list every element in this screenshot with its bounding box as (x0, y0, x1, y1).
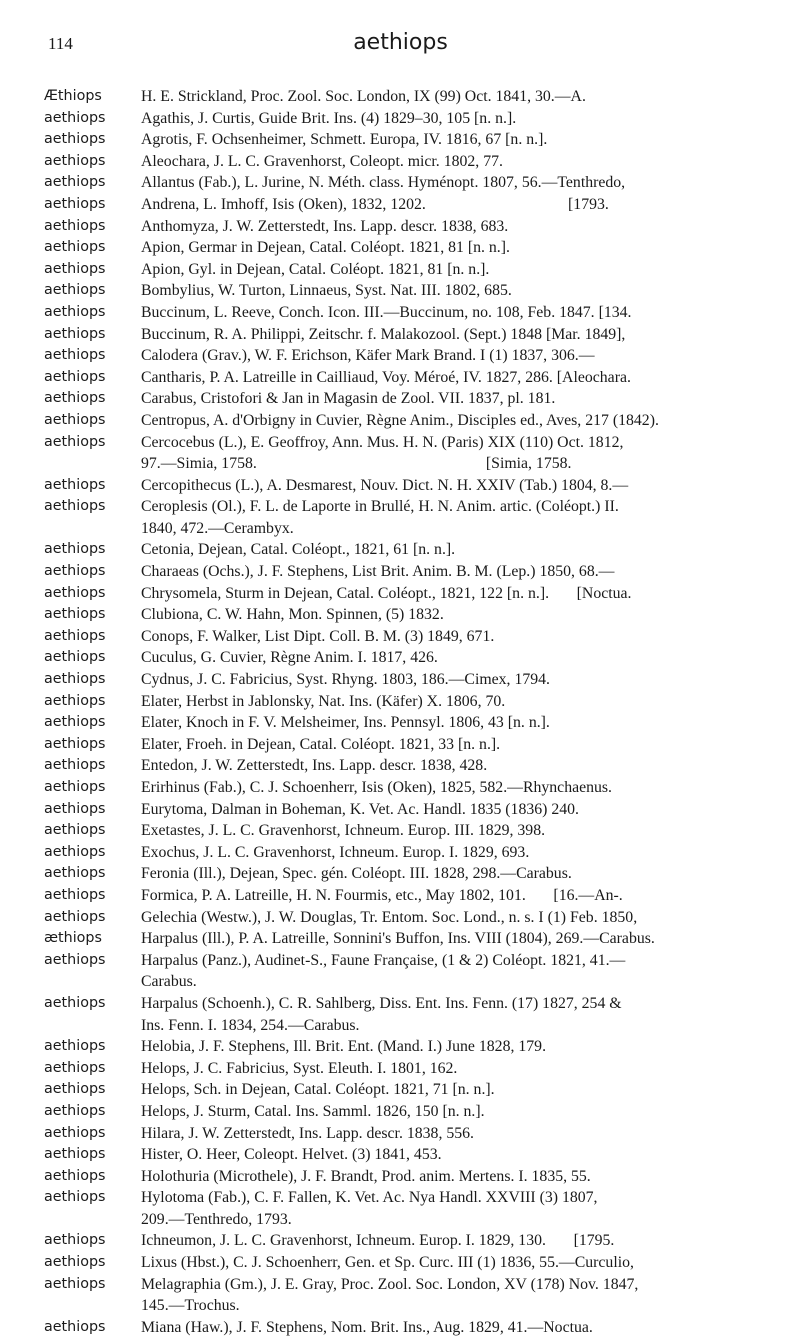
citation (141, 280, 783, 302)
citation-line: Bombylius, W. Turton, Linnaeus, Syst. Nat. III. 1802, 685. (141, 282, 512, 300)
species-name: aethiops (44, 433, 106, 450)
citation-line: 145.—Trochus. (141, 1297, 240, 1315)
citation-line: Allantus (Fab.), L. Jurine, N. Méth. class. Hyménopt. 1807, 56.—Tenthredo, (141, 174, 626, 192)
citation (141, 237, 783, 259)
citation (141, 1317, 783, 1338)
species-name: aethiops (44, 757, 106, 774)
citation-line: 209.—Tenthredo, 1793. (141, 1210, 292, 1228)
entry (0, 1144, 801, 1166)
citation-line: Harpalus (Ill.), P. A. Latreille, Sonnini's Buffon, Ins. VIII (1804), 269.—Carabus. (141, 930, 655, 948)
citation-line: Agathis, J. Curtis, Guide Brit. Ins. (4) 1829–30, 105 [n. n.]. (141, 109, 517, 127)
citation (141, 216, 783, 238)
citation-line: Ins. Fenn. I. 1834, 254.—Carabus. (141, 1016, 360, 1034)
species-name: aethiops (44, 584, 106, 601)
citation (141, 432, 783, 475)
citation-line: Feronia (Ill.), Dejean, Spec. gén. Coléopt. III. 1828, 298.—Carabus. (141, 865, 572, 883)
entry (0, 561, 801, 583)
citation (141, 345, 783, 367)
citation-line: Gelechia (Westw.), J. W. Douglas, Tr. Entom. Soc. Lond., n. s. I (1) Feb. 1850, (141, 908, 638, 926)
citation (141, 1101, 783, 1123)
citation (141, 475, 783, 497)
citation-line: Exetastes, J. L. C. Gravenhorst, Ichneum. Europ. III. 1829, 398. (141, 822, 546, 840)
citation-line: Andrena, L. Imhoff, Isis (Oken), 1832, 1202. [1793. (141, 195, 609, 213)
citation (141, 734, 783, 756)
species-name: aethiops (44, 800, 106, 817)
entry (0, 539, 801, 561)
entry (0, 388, 801, 410)
citation (141, 691, 783, 713)
citation-line: Ichneumon, J. L. C. Gravenhorst, Ichneum. Europ. I. 1829, 130. [1795. (141, 1232, 615, 1250)
entry (0, 475, 801, 497)
citation-line: Elater, Herbst in Jablonsky, Nat. Ins. (Käfer) X. 1806, 70. (141, 692, 506, 710)
citation (141, 907, 783, 929)
species-name: aethiops (44, 498, 106, 515)
entry (0, 1274, 801, 1317)
species-name: aethiops (44, 1189, 106, 1206)
citation-line: Centropus, A. d'Orbigny in Cuvier, Règne Anim., Disciples ed., Aves, 217 (1842). (141, 411, 659, 429)
entry (0, 129, 801, 151)
citation (141, 604, 783, 626)
citation-line: Helobia, J. F. Stephens, Ill. Brit. Ent. (Mand. I.) June 1828, 179. (141, 1038, 547, 1056)
citation (141, 108, 783, 130)
entry (0, 950, 801, 993)
species-name: Æthiops (44, 88, 102, 104)
citation (141, 950, 783, 993)
entry (0, 1079, 801, 1101)
entry (0, 1187, 801, 1230)
entry (0, 863, 801, 885)
citation-line: Hister, O. Heer, Coleopt. Helvet. (3) 1841, 453. (141, 1146, 442, 1164)
citation (141, 367, 783, 389)
citation (141, 1144, 783, 1166)
citation (141, 194, 783, 216)
citation-line: 1840, 472.—Cerambyx. (141, 519, 294, 537)
entry (0, 302, 801, 324)
entry (0, 432, 801, 475)
entry (0, 842, 801, 864)
species-name: aethiops (44, 347, 106, 364)
citation (141, 820, 783, 842)
citation-line: Anthomyza, J. W. Zetterstedt, Ins. Lapp. descr. 1838, 683. (141, 217, 509, 235)
citation-line: Cercopithecus (L.), A. Desmarest, Nouv. Dict. N. H. XXIV (Tab.) 1804, 8.— (141, 476, 629, 494)
citation-line: Buccinum, R. A. Philippi, Zeitschr. f. Malakozool. (Sept.) 1848 [Mar. 1849], (141, 325, 626, 343)
species-name: aethiops (44, 671, 106, 688)
citation-line: Chrysomela, Sturm in Dejean, Catal. Coléopt., 1821, 122 [n. n.]. [Noctua. (141, 584, 632, 602)
citation-line: Formica, P. A. Latreille, H. N. Fourmis, etc., May 1802, 101. [16.—An-. (141, 886, 623, 904)
entry (0, 259, 801, 281)
citation (141, 86, 783, 108)
species-name: aethiops (44, 843, 106, 860)
entry (0, 280, 801, 302)
species-name: aethiops (44, 1318, 106, 1335)
species-name: aethiops (44, 1167, 106, 1184)
citation-line: Lixus (Hbst.), C. J. Schoenherr, Gen. et Sp. Curc. III (1) 1836, 55.—Curculio, (141, 1254, 634, 1272)
species-name: aethiops (44, 606, 106, 623)
entry (0, 583, 801, 605)
citation-line: Hilara, J. W. Zetterstedt, Ins. Lapp. descr. 1838, 556. (141, 1124, 474, 1142)
entry (0, 777, 801, 799)
citation-line: Melagraphia (Gm.), J. E. Gray, Proc. Zool. Soc. London, XV (178) Nov. 1847, (141, 1275, 639, 1293)
citation-line: Conops, F. Walker, List Dipt. Coll. B. M. (3) 1849, 671. (141, 627, 495, 645)
entry (0, 345, 801, 367)
entry (0, 755, 801, 777)
citation (141, 1166, 783, 1188)
entry (0, 1123, 801, 1145)
citation (141, 1230, 783, 1252)
species-name: aethiops (44, 1275, 106, 1292)
species-name: aethiops (44, 325, 106, 342)
species-name: aethiops (44, 476, 106, 493)
entry (0, 1230, 801, 1252)
entry (0, 691, 801, 713)
citation-line: Apion, Germar in Dejean, Catal. Coléopt. 1821, 81 [n. n.]. (141, 239, 510, 257)
species-name: aethiops (44, 714, 106, 731)
entry (0, 1252, 801, 1274)
entry (0, 496, 801, 539)
citation-line: Clubiona, C. W. Hahn, Mon. Spinnen, (5) 1832. (141, 606, 444, 624)
citation (141, 561, 783, 583)
species-name: aethiops (44, 822, 106, 839)
citation-line: Helops, Sch. in Dejean, Catal. Coléopt. 1821, 71 [n. n.]. (141, 1081, 495, 1099)
citation-line: Apion, Gyl. in Dejean, Catal. Coléopt. 1821, 81 [n. n.]. (141, 260, 490, 278)
species-name: aethiops (44, 649, 106, 666)
species-name: aethiops (44, 908, 106, 925)
citation (141, 1252, 783, 1274)
citation-line: Exochus, J. L. C. Gravenhorst, Ichneum. Europ. I. 1829, 693. (141, 843, 530, 861)
entry (0, 237, 801, 259)
citation (141, 885, 783, 907)
species-name: aethiops (44, 411, 106, 428)
citation-line: Helops, J. Sturm, Catal. Ins. Samml. 1826, 150 [n. n.]. (141, 1102, 485, 1120)
entry (0, 799, 801, 821)
entry (0, 324, 801, 346)
citation (141, 799, 783, 821)
citation (141, 777, 783, 799)
citation (141, 1036, 783, 1058)
citation-line: Erirhinus (Fab.), C. J. Schoenherr, Isis (Oken), 1825, 582.—Rhynchaenus. (141, 779, 613, 796)
species-name: aethiops (44, 1081, 106, 1098)
entry (0, 820, 801, 842)
entry (0, 604, 801, 626)
entry (0, 885, 801, 907)
citation (141, 1123, 783, 1145)
entry (0, 647, 801, 669)
citation-line: Aleochara, J. L. C. Gravenhorst, Coleopt. micr. 1802, 77. (141, 152, 503, 170)
citation-line: Cuculus, G. Cuvier, Règne Anim. I. 1817, 426. (141, 649, 438, 667)
citation (141, 647, 783, 669)
species-name: aethiops (44, 174, 106, 191)
citation (141, 129, 783, 151)
citation-line: Carabus, Cristofori & Jan in Magasin de Zool. VII. 1837, pl. 181. (141, 390, 556, 408)
entry (0, 216, 801, 238)
citation (141, 410, 783, 432)
citation (141, 842, 783, 864)
species-name: aethiops (44, 627, 106, 644)
citation (141, 583, 783, 605)
entry (0, 907, 801, 929)
entry (0, 1317, 801, 1338)
citation (141, 863, 783, 885)
citation (141, 755, 783, 777)
citation (141, 302, 783, 324)
citation (141, 172, 783, 194)
citation (141, 151, 783, 173)
citation-line: Harpalus (Panz.), Audinet-S., Faune Française, (1 & 2) Coléopt. 1821, 41.— (141, 951, 626, 969)
species-name: æthiops (44, 930, 102, 947)
species-name: aethiops (44, 1059, 106, 1076)
citation-line: Harpalus (Schoenh.), C. R. Sahlberg, Diss. Ent. Ins. Fenn. (17) 1827, 254 & (141, 994, 622, 1012)
citation (141, 928, 783, 950)
entry (0, 151, 801, 173)
entry (0, 734, 801, 756)
citation (141, 1058, 783, 1080)
citation (141, 1274, 783, 1317)
page-number: 114 (48, 34, 73, 53)
entry (0, 993, 801, 1036)
entry (0, 928, 801, 950)
entry (0, 712, 801, 734)
citation (141, 626, 783, 648)
citation-line: Carabus. (141, 973, 197, 991)
citation-line: Miana (Haw.), J. F. Stephens, Nom. Brit. Ins., Aug. 1829, 41.—Noctua. (141, 1318, 593, 1336)
citation-line: Holothuria (Microthele), J. F. Brandt, Prod. anim. Mertens. I. 1835, 55. (141, 1167, 591, 1185)
entry (0, 1036, 801, 1058)
citation-line: 97.—Simia, 1758. [Simia, 1758. (141, 455, 572, 473)
entry (0, 1058, 801, 1080)
citation-line: Cercocebus (L.), E. Geoffroy, Ann. Mus. H. N. (Paris) XIX (110) Oct. 1812, (141, 433, 624, 451)
running-head: aethiops (353, 30, 448, 55)
species-name: aethiops (44, 195, 106, 212)
citation-line: Elater, Knoch in F. V. Melsheimer, Ins. Pennsyl. 1806, 43 [n. n.]. (141, 714, 550, 732)
entry (0, 410, 801, 432)
citation (141, 993, 783, 1036)
citation-line: Charaeas (Ochs.), J. F. Stephens, List Brit. Anim. B. M. (Lep.) 1850, 68.— (141, 563, 615, 581)
citation-line: Ceroplesis (Ol.), F. L. de Laporte in Brullé, H. N. Anim. artic. (Coléopt.) II. (141, 498, 619, 516)
species-name: aethiops (44, 735, 106, 752)
citation (141, 712, 783, 734)
citation (141, 1187, 783, 1230)
species-name: aethiops (44, 692, 106, 709)
species-name: aethiops (44, 1102, 106, 1119)
species-name: aethiops (44, 131, 106, 148)
species-name: aethiops (44, 1124, 106, 1141)
species-name: aethiops (44, 1254, 106, 1271)
citation-line: Cydnus, J. C. Fabricius, Syst. Rhyng. 1803, 186.—Cimex, 1794. (141, 671, 550, 689)
species-name: aethiops (44, 865, 106, 882)
entry (0, 172, 801, 194)
citation (141, 1079, 783, 1101)
entry (0, 1101, 801, 1123)
citation-line: Buccinum, L. Reeve, Conch. Icon. III.—Buccinum, no. 108, Feb. 1847. [134. (141, 303, 632, 321)
entry (0, 194, 801, 216)
species-name: aethiops (44, 541, 106, 558)
species-name: aethiops (44, 886, 106, 903)
citation (141, 324, 783, 346)
species-name: aethiops (44, 217, 106, 234)
entry (0, 108, 801, 130)
entry (0, 669, 801, 691)
species-name: aethiops (44, 779, 106, 795)
species-name: aethiops (44, 951, 106, 968)
species-name: aethiops (44, 1146, 106, 1163)
citation (141, 259, 783, 281)
species-name: aethiops (44, 109, 106, 126)
citation-line: Elater, Froeh. in Dejean, Catal. Coléopt. 1821, 33 [n. n.]. (141, 735, 501, 753)
citation (141, 539, 783, 561)
entry-list (0, 86, 801, 1338)
species-name: aethiops (44, 152, 106, 169)
species-name: aethiops (44, 368, 106, 385)
species-name: aethiops (44, 1232, 106, 1249)
entry (0, 367, 801, 389)
entry (0, 86, 801, 108)
citation (141, 388, 783, 410)
species-name: aethiops (44, 239, 106, 256)
species-name: aethiops (44, 994, 106, 1011)
citation-line: Agrotis, F. Ochsenheimer, Schmett. Europa, IV. 1816, 67 [n. n.]. (141, 131, 548, 149)
entry (0, 1166, 801, 1188)
citation (141, 669, 783, 691)
citation-line: Calodera (Grav.), W. F. Erichson, Käfer Mark Brand. I (1) 1837, 306.— (141, 347, 595, 365)
citation-line: Eurytoma, Dalman in Boheman, K. Vet. Ac. Handl. 1835 (1836) 240. (141, 800, 580, 818)
citation-line: Hylotoma (Fab.), C. F. Fallen, K. Vet. Ac. Nya Handl. XXVIII (3) 1807, (141, 1189, 598, 1207)
citation-line: Cantharis, P. A. Latreille in Cailliaud, Voy. Méroé, IV. 1827, 286. [Aleochara. (141, 368, 631, 386)
species-name: aethiops (44, 563, 106, 580)
citation-line: Helops, J. C. Fabricius, Syst. Eleuth. I. 1801, 162. (141, 1059, 458, 1077)
species-name: aethiops (44, 303, 106, 320)
citation (141, 496, 783, 539)
citation-line: Cetonia, Dejean, Catal. Coléopt., 1821, 61 [n. n.]. (141, 541, 456, 559)
species-name: aethiops (44, 260, 106, 277)
species-name: aethiops (44, 390, 106, 407)
entry (0, 626, 801, 648)
citation-line: H. E. Strickland, Proc. Zool. Soc. London, IX (99) Oct. 1841, 30.—A. (141, 88, 586, 105)
citation-line: Entedon, J. W. Zetterstedt, Ins. Lapp. descr. 1838, 428. (141, 757, 488, 775)
species-name: aethiops (44, 1038, 106, 1055)
species-name: aethiops (44, 282, 106, 299)
